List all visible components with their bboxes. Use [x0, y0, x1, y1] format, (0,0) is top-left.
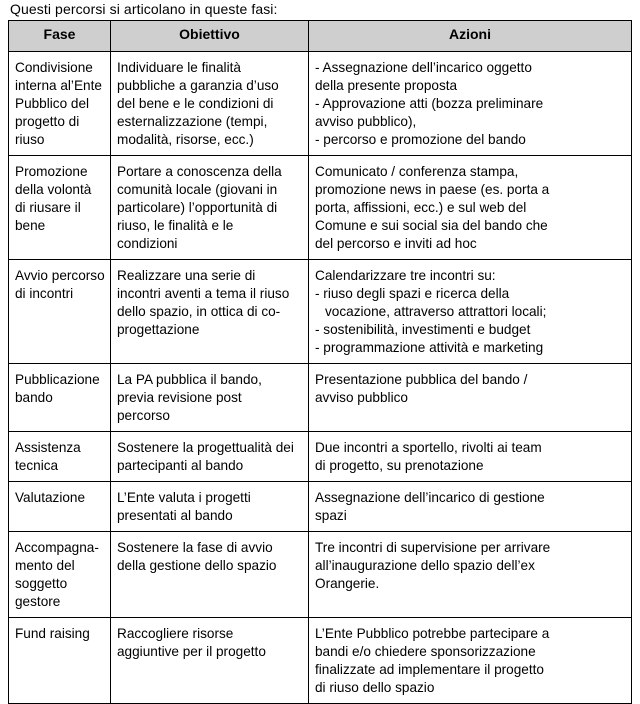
- azioni-line: - sostenibilità, investimenti e budget: [315, 322, 531, 337]
- obiettivo-line: previa revisione post: [117, 390, 242, 405]
- fase-line: Promozione: [15, 164, 88, 179]
- table-row: [9, 364, 632, 432]
- obiettivo-line: presentati al bando: [117, 508, 233, 523]
- cell-obiettivo: [111, 52, 309, 156]
- azioni-line: promozione news in paese (es. porta a: [315, 182, 550, 197]
- cell-fase: [9, 52, 111, 156]
- fase-line: Avvio percorso: [15, 268, 105, 283]
- obiettivo-line: Portare a conoscenza della: [117, 164, 282, 179]
- obiettivo-line: aggiuntive per il progetto: [117, 644, 266, 659]
- azioni-line: Assegnazione dell’incarico di gestione: [315, 490, 545, 505]
- obiettivo-line: Raccogliere risorse: [117, 626, 234, 641]
- cell-obiettivo: [111, 364, 309, 432]
- azioni-line: Orangerie.: [315, 576, 380, 591]
- table-header-row: [9, 21, 632, 52]
- table-row: [9, 618, 632, 704]
- cell-obiettivo: [111, 482, 309, 532]
- obiettivo-line: L’Ente valuta i progetti: [117, 490, 251, 505]
- obiettivo-line: incontri aventi a tema il riuso: [117, 286, 290, 301]
- cell-azioni: [309, 618, 632, 704]
- fase-line: della volontà: [15, 182, 92, 197]
- cell-azioni: [309, 156, 632, 260]
- fase-line: Fund raising: [15, 626, 90, 641]
- azioni-line: - riuso degli spazi e ricerca della: [315, 286, 510, 301]
- fase-line: di riusare il: [15, 200, 81, 215]
- cell-fase: [9, 260, 111, 364]
- cell-azioni: [309, 260, 632, 364]
- obiettivo-line: pubbliche a garanzia d’uso: [117, 78, 279, 93]
- cell-obiettivo: [111, 432, 309, 482]
- obiettivo-line: Sostenere la progettualità dei: [117, 440, 294, 455]
- fase-line: Condivisione: [15, 60, 93, 75]
- cell-obiettivo: [111, 156, 309, 260]
- azioni-line: all’inaugurazione dello spazio dell’ex: [315, 558, 535, 573]
- obiettivo-line: progettazione: [117, 322, 200, 337]
- obiettivo-line: modalità, risorse, ecc.): [117, 132, 254, 147]
- azioni-line: - percorso e promozione del bando: [315, 132, 526, 147]
- obiettivo-line: esternalizzazione (tempi,: [117, 114, 268, 129]
- cell-fase: [9, 482, 111, 532]
- cell-azioni: [309, 432, 632, 482]
- cell-obiettivo: [111, 260, 309, 364]
- cell-azioni: [309, 532, 632, 618]
- table-row: [9, 156, 632, 260]
- cell-azioni: [309, 482, 632, 532]
- obiettivo-line: riuso, le finalità e le: [117, 218, 234, 233]
- cell-fase: [9, 432, 111, 482]
- fase-line: interna al’Ente: [15, 78, 102, 93]
- azioni-line: spazi: [315, 508, 347, 523]
- obiettivo-line: del bene e le condizioni di: [117, 96, 274, 111]
- azioni-line: finalizzate ad implementare il progetto: [315, 662, 544, 677]
- azioni-line: - programmazione attività e marketing: [315, 340, 544, 355]
- fase-line: Valutazione: [15, 490, 86, 505]
- phases-table: [8, 20, 632, 704]
- cell-azioni: [309, 364, 632, 432]
- fase-line: tecnica: [15, 458, 59, 473]
- cell-fase: [9, 532, 111, 618]
- table-row: [9, 482, 632, 532]
- azioni-line: bandi e/o chiedere sponsorizzazione: [315, 644, 536, 659]
- azioni-line: della presente proposta: [315, 78, 458, 93]
- obiettivo-line: comunità locale (giovani in: [117, 182, 278, 197]
- header-azioni: Azioni: [309, 21, 632, 52]
- azioni-line: Comunicato / conferenza stampa,: [315, 164, 519, 179]
- obiettivo-line: dello spazio, in ottica di co-: [117, 304, 281, 319]
- table-row: [9, 432, 632, 482]
- obiettivo-line: particolare) l’opportunità di: [117, 200, 278, 215]
- intro-text: Questi percorsi si articolano in queste fasi:: [10, 1, 278, 17]
- table-row: [9, 52, 632, 156]
- fase-line: progetto di: [15, 114, 80, 129]
- azioni-line: Tre incontri di supervisione per arrivare: [315, 540, 551, 555]
- fase-line: gestore: [15, 594, 61, 609]
- azioni-line: - Assegnazione dell’incarico oggetto: [315, 60, 532, 75]
- obiettivo-line: della gestione dello spazio: [117, 558, 277, 573]
- obiettivo-line: La PA pubblica il bando,: [117, 372, 262, 387]
- cell-obiettivo: [111, 532, 309, 618]
- azioni-line: avviso pubblico),: [315, 114, 417, 129]
- table-row: [9, 532, 632, 618]
- header-fase: Fase: [9, 21, 111, 52]
- fase-line: soggetto: [15, 576, 68, 591]
- obiettivo-line: percorso: [117, 408, 170, 423]
- azioni-line: Calendarizzare tre incontri su:: [315, 268, 496, 283]
- cell-azioni: [309, 52, 632, 156]
- header-obiettivo: Obiettivo: [111, 21, 309, 52]
- obiettivo-line: partecipanti al bando: [117, 458, 244, 473]
- cell-obiettivo: [111, 618, 309, 704]
- fase-line: di incontri: [15, 286, 74, 301]
- table-body: [9, 52, 632, 704]
- azioni-line: Comune e sui social sia del bando che: [315, 218, 548, 233]
- obiettivo-line: Sostenere la fase di avvio: [117, 540, 273, 555]
- azioni-line: porta, affissioni, ecc.) e sul web del: [315, 200, 527, 215]
- azioni-line: Presentazione pubblica del bando /: [315, 372, 528, 387]
- azioni-line: avviso pubblico: [315, 390, 408, 405]
- fase-line: bando: [15, 390, 53, 405]
- cell-fase: [9, 364, 111, 432]
- fase-line: mento del: [15, 558, 75, 573]
- azioni-line: del percorso e inviti ad hoc: [315, 236, 477, 251]
- fase-line: Assistenza: [15, 440, 81, 455]
- cell-fase: [9, 156, 111, 260]
- fase-line: bene: [15, 218, 46, 233]
- obiettivo-line: condizioni: [117, 236, 178, 251]
- table-row: [9, 260, 632, 364]
- azioni-line: vocazione, attraverso attrattori locali;: [325, 304, 547, 319]
- azioni-line: di progetto, su prenotazione: [315, 458, 484, 473]
- obiettivo-line: Individuare le finalità: [117, 60, 241, 75]
- azioni-line: Due incontri a sportello, rivolti ai team: [315, 440, 542, 455]
- obiettivo-line: Realizzare una serie di: [117, 268, 256, 283]
- fase-line: Accompagna-: [15, 540, 99, 555]
- azioni-line: di riuso dello spazio: [315, 680, 435, 695]
- cell-fase: [9, 618, 111, 704]
- fase-line: Pubblico del: [15, 96, 90, 111]
- fase-line: riuso: [15, 132, 45, 147]
- fase-line: Pubblicazione: [15, 372, 100, 387]
- azioni-line: L’Ente Pubblico potrebbe partecipare a: [315, 626, 550, 641]
- azioni-line: - Approvazione atti (bozza preliminare: [315, 96, 544, 111]
